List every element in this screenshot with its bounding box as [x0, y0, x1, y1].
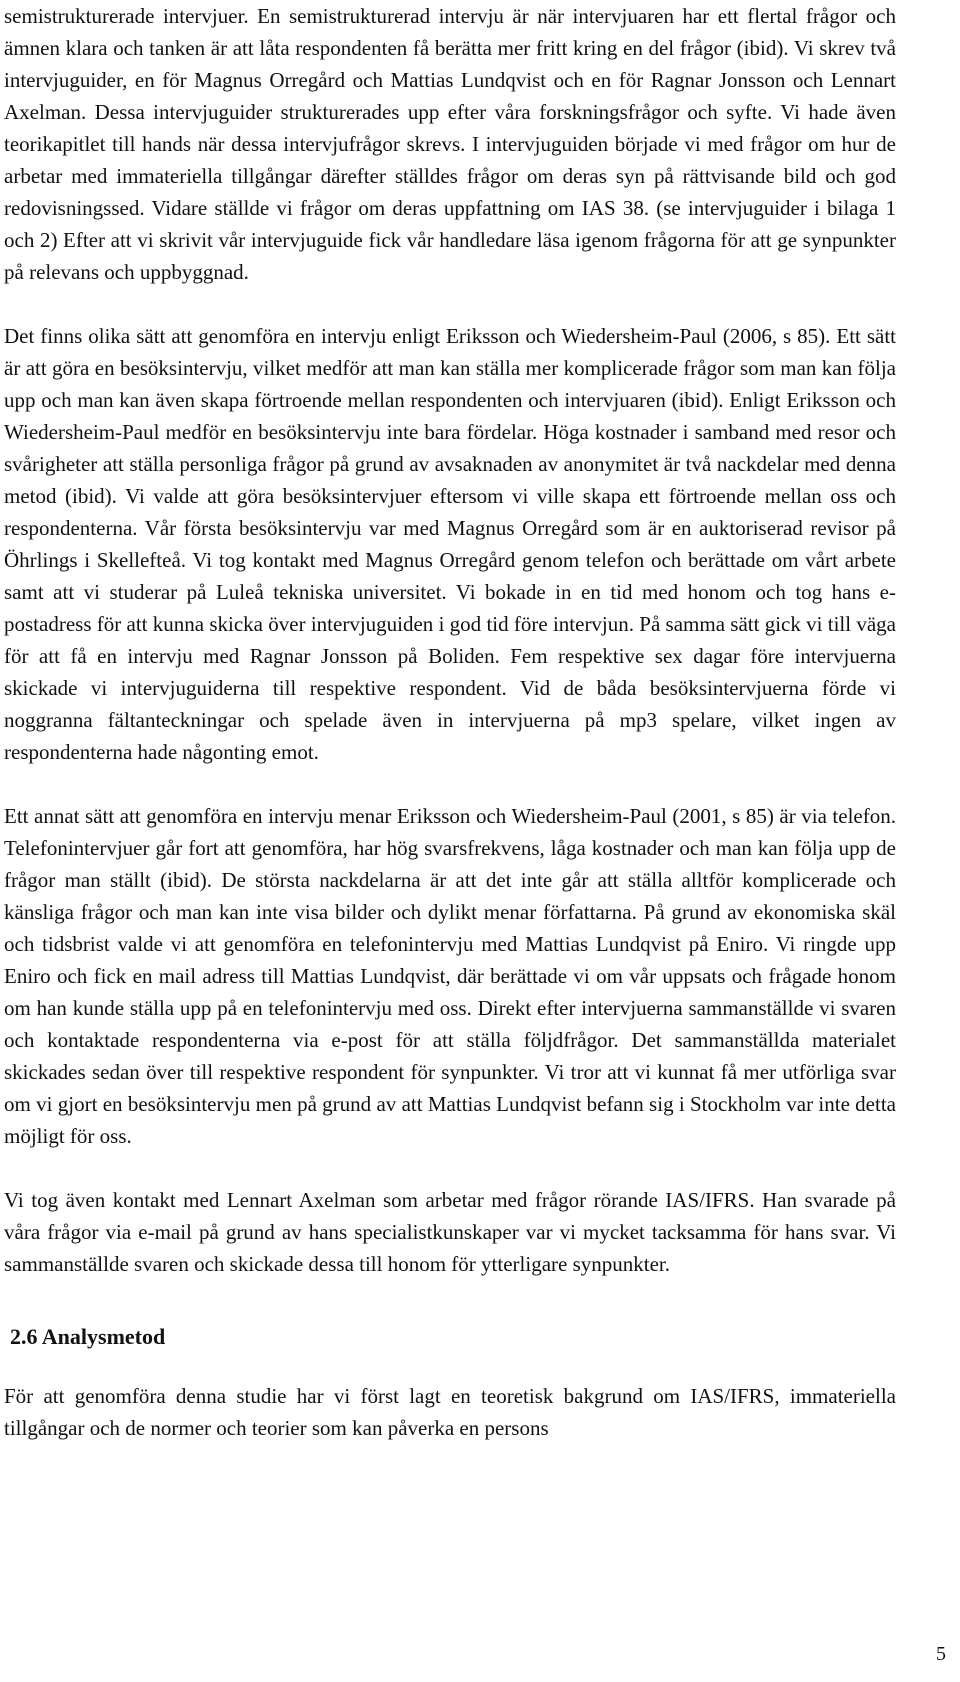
page-number: 5 [936, 1643, 946, 1665]
heading-gap [4, 1354, 896, 1380]
heading-gap [4, 1280, 896, 1320]
paragraph-interview-guides: semistrukturerade intervjuer. En semistrukturerad intervju är när intervjuaren har ett flertal frågor och ämnen klara och tanken är att låta respondenten få berätta mer fritt kring en del frågor (ibid). Vi skrev två intervjuguider, en för Magnus Orregård och Mattias Lundqvist och en för Ragnar Jonsson och Lennart Axelman. Dessa intervjuguider strukturerades upp efter våra forskningsfrågor och syfte. Vi hade även teorikapitlet till hands när dessa intervjufrågor skrevs. I intervjuguiden började vi med frågor om hur de arbetar med immateriella tillgångar därefter ställdes frågor om deras syn på rättvisande bild och god redovisningssed. Vidare ställde vi frågor om deras uppfattning om IAS 38. (se intervjuguider i bilaga 1 och 2) Efter att vi skrivit vår intervjuguide fick vår handledare läsa igenom frågorna för att ge synpunkter på relevans och uppbyggnad. [4, 4, 896, 284]
paragraph-visit-interviews: Det finns olika sätt att genomföra en intervju enligt Eriksson och Wiedersheim-Paul (2006, s 85). Ett sätt är att göra en besöksintervju, vilket medför att man kan ställa mer komplicerade frågor som man kan följa upp och man kan även skapa förtroende mellan respondenten och intervjuaren (ibid). Enligt Eriksson och Wiedersheim-Paul medför en besöksintervju inte bara fördelar. Höga kostnader i samband med resor och svårigheter att ställa personliga frågor på grund av avsaknaden av anonymitet är två nackdelar med denna metod (ibid). Vi valde att göra besöksintervjuer eftersom vi ville skapa ett förtroende mellan oss och respondenterna. Vår första besöksintervju var med Magnus Orregård som är en auktoriserad revisor på Öhrlings i Skellefteå. Vi tog kontakt med Magnus Orregård genom telefon och berättade om vårt arbete samt att vi studerar på Luleå tekniska universitet. Vi bokade in en tid med honom och tog hans e-postadress för att kunna skicka över intervjuguiden i god tid före intervjun. På samma sätt gick vi till väga för att få en intervju med Ragnar Jonsson på Boliden. Fem respektive sex dagar före intervjuerna skickade vi intervjuguiderna till respektive respondent. Vid de båda besöksintervjuerna förde vi noggranna fältanteckningar och spelade även in intervjuerna på mp3 spelare, vilket ingen av respondenterna hade någonting emot. [4, 324, 896, 764]
paragraph-email-contact: Vi tog även kontakt med Lennart Axelman som arbetar med frågor rörande IAS/IFRS. Han svarade på våra frågor via e-mail på grund av hans specialistkunskaper var vi mycket tacksamma för hans svar. Vi sammanställde svaren och skickade dessa till honom för ytterligare synpunkter. [4, 1188, 896, 1276]
paragraph-gap [4, 768, 896, 800]
paragraph-gap [4, 1152, 896, 1184]
section-heading: 2.6 Analysmetod [10, 1324, 166, 1349]
paragraph-phone-interviews: Ett annat sätt att genomföra en intervju menar Eriksson och Wiedersheim-Paul (2001, s 85) är via telefon. Telefonintervjuer går fort att genomföra, har hög svarsfrekvens, låga kostnader och man kan följa upp de frågor man ställt (ibid). De största nackdelarna är att det inte går att ställa alltför komplicerade och känsliga frågor och man kan inte visa bilder och dylikt menar författarna. På grund av ekonomiska skäl och tidsbrist valde vi att genomföra en telefonintervju med Mattias Lundqvist på Eniro. Vi ringde upp Eniro och fick en mail adress till Mattias Lundqvist, där berättade vi om vår uppsats och frågade honom om han kunde ställa upp på en telefonintervju med oss. Direkt efter intervjuerna sammanställde vi svaren och kontaktade respondenterna via e-post för att ställa följdfrågor. Det sammanställda materialet skickades sedan över till respektive respondent för synpunkter. Vi tror att vi kunnat få mer utförliga svar om vi gjort en besöksintervju men på grund av att Mattias Lundqvist befann sig i Stockholm var inte detta möjligt för oss. [4, 804, 896, 1148]
paragraph-gap [4, 288, 896, 320]
document-body [4, 0, 896, 1444]
paragraph-analysis-method: För att genomföra denna studie har vi först lagt en teoretisk bakgrund om IAS/IFRS, immateriella tillgångar och de normer och teorier som kan påverka en persons [4, 1384, 896, 1440]
